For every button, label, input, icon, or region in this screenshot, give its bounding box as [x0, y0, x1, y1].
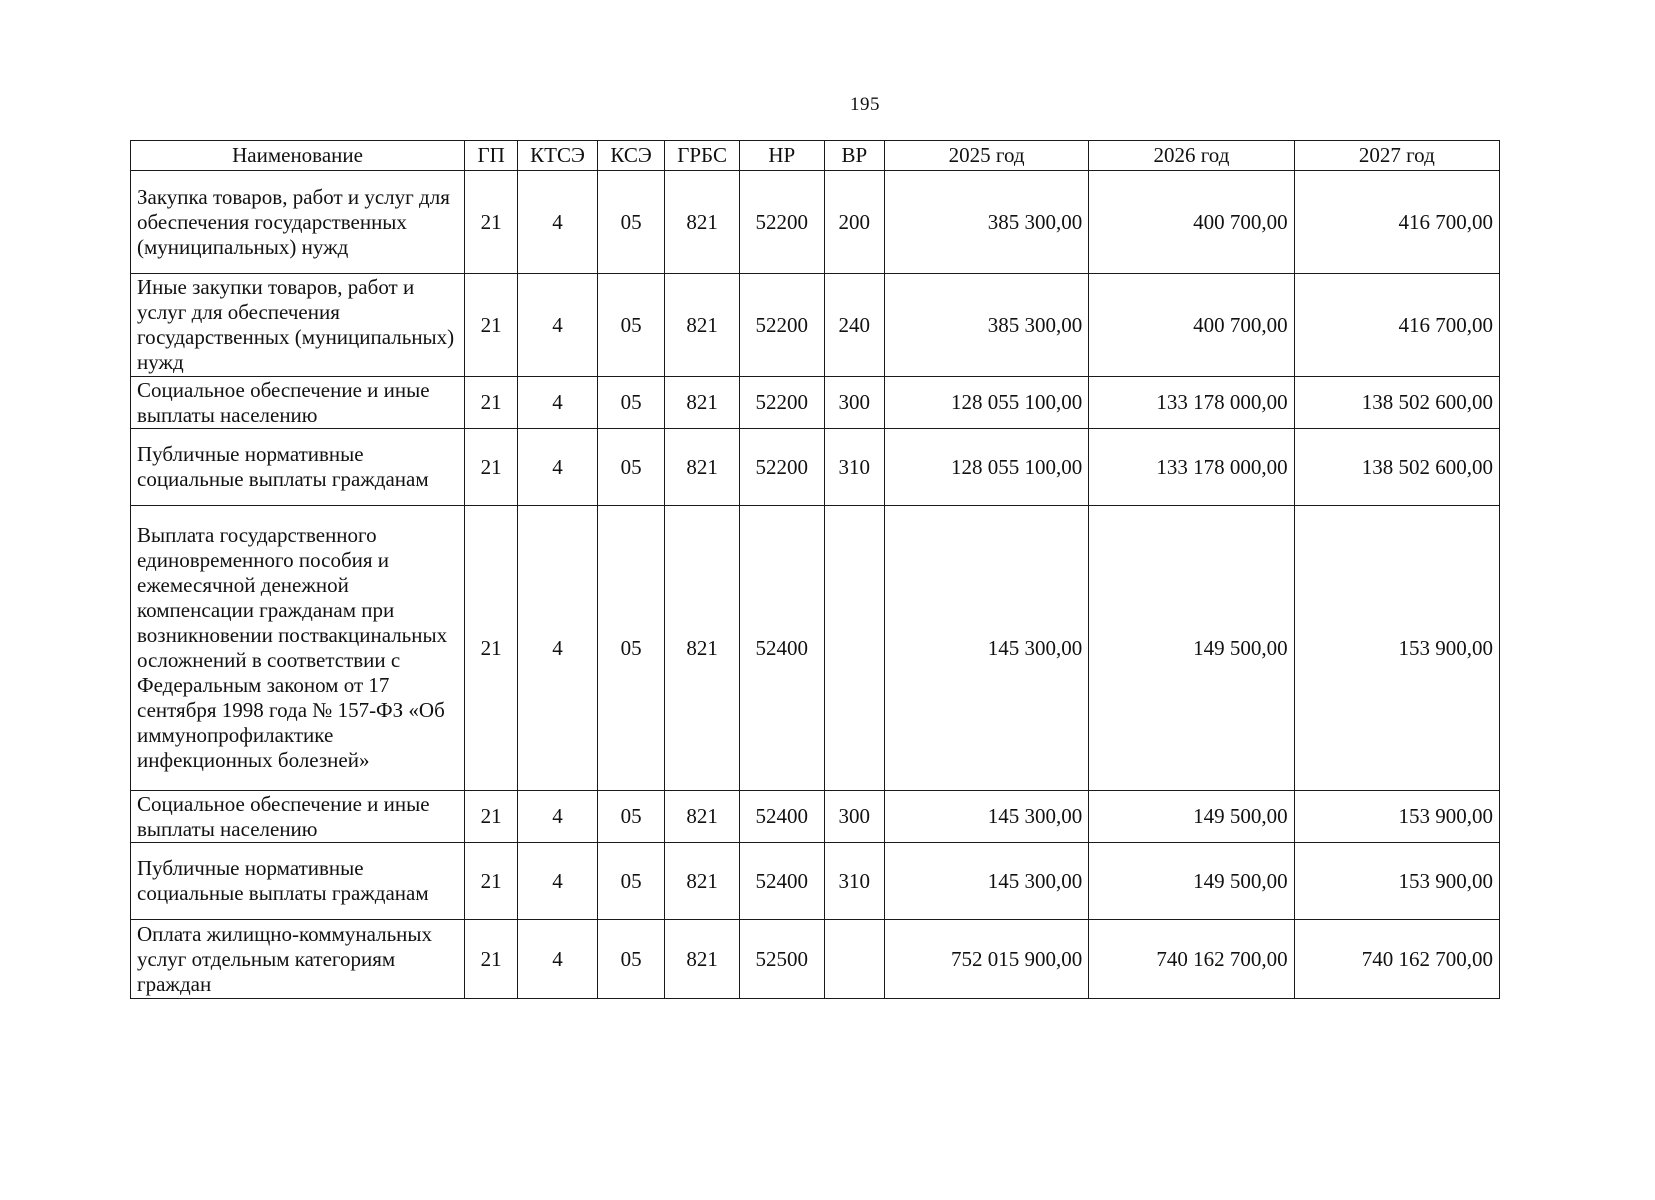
cell-ktse: 4: [518, 843, 598, 920]
cell-vr: [824, 920, 884, 999]
cell-name: Иные закупки товаров, работ и услуг для обеспечения государственных (муниципальных) нужд: [131, 274, 465, 377]
cell-gp: 21: [465, 843, 518, 920]
cell-2027: 416 700,00: [1294, 171, 1499, 274]
cell-name: Социальное обеспечение и иные выплаты населению: [131, 377, 465, 429]
cell-kse: 05: [597, 791, 664, 843]
cell-kse: 05: [597, 274, 664, 377]
cell-2027: 416 700,00: [1294, 274, 1499, 377]
header-name: Наименование: [131, 141, 465, 171]
cell-ktse: 4: [518, 171, 598, 274]
cell-vr: 310: [824, 843, 884, 920]
cell-nr: 52500: [739, 920, 824, 999]
cell-gp: 21: [465, 506, 518, 791]
cell-2027: 138 502 600,00: [1294, 377, 1499, 429]
cell-nr: 52200: [739, 377, 824, 429]
cell-name: Социальное обеспечение и иные выплаты населению: [131, 791, 465, 843]
cell-name: Закупка товаров, работ и услуг для обеспечения государственных (муниципальных) нужд: [131, 171, 465, 274]
cell-name: Оплата жилищно-коммунальных услуг отдельным категориям граждан: [131, 920, 465, 999]
cell-kse: 05: [597, 920, 664, 999]
header-2027: 2027 год: [1294, 141, 1499, 171]
cell-nr: 52400: [739, 506, 824, 791]
cell-nr: 52200: [739, 171, 824, 274]
cell-vr: 200: [824, 171, 884, 274]
header-2025: 2025 год: [884, 141, 1088, 171]
header-2026: 2026 год: [1089, 141, 1294, 171]
cell-kse: 05: [597, 377, 664, 429]
table-row: [131, 791, 1500, 843]
cell-2025: 385 300,00: [884, 274, 1088, 377]
header-gp: ГП: [465, 141, 518, 171]
cell-name: Публичные нормативные социальные выплаты гражданам: [131, 843, 465, 920]
cell-2025: 385 300,00: [884, 171, 1088, 274]
budget-table: [130, 140, 1500, 999]
header-ktse: КТСЭ: [518, 141, 598, 171]
header-row: [131, 141, 1500, 171]
table-row: [131, 274, 1500, 377]
cell-2027: 153 900,00: [1294, 791, 1499, 843]
cell-grbs: 821: [665, 171, 740, 274]
cell-vr: 240: [824, 274, 884, 377]
cell-gp: 21: [465, 920, 518, 999]
cell-kse: 05: [597, 171, 664, 274]
table-row: [131, 171, 1500, 274]
cell-2025: 128 055 100,00: [884, 377, 1088, 429]
header-vr: ВР: [824, 141, 884, 171]
cell-grbs: 821: [665, 429, 740, 506]
table-row: [131, 429, 1500, 506]
cell-grbs: 821: [665, 274, 740, 377]
cell-ktse: 4: [518, 429, 598, 506]
cell-gp: 21: [465, 171, 518, 274]
cell-2025: 145 300,00: [884, 791, 1088, 843]
cell-gp: 21: [465, 429, 518, 506]
header-nr: НР: [739, 141, 824, 171]
cell-2026: 149 500,00: [1089, 791, 1294, 843]
cell-nr: 52400: [739, 843, 824, 920]
cell-2026: 400 700,00: [1089, 274, 1294, 377]
cell-kse: 05: [597, 506, 664, 791]
cell-nr: 52200: [739, 429, 824, 506]
cell-nr: 52200: [739, 274, 824, 377]
cell-ktse: 4: [518, 920, 598, 999]
cell-nr: 52400: [739, 791, 824, 843]
table-row: [131, 920, 1500, 999]
cell-gp: 21: [465, 377, 518, 429]
cell-2027: 153 900,00: [1294, 506, 1499, 791]
page-number: 195: [850, 94, 880, 115]
cell-2027: 740 162 700,00: [1294, 920, 1499, 999]
cell-2025: 145 300,00: [884, 506, 1088, 791]
cell-2025: 752 015 900,00: [884, 920, 1088, 999]
cell-gp: 21: [465, 791, 518, 843]
cell-kse: 05: [597, 429, 664, 506]
table-row: [131, 843, 1500, 920]
table-row: [131, 377, 1500, 429]
cell-2025: 128 055 100,00: [884, 429, 1088, 506]
cell-grbs: 821: [665, 377, 740, 429]
cell-2025: 145 300,00: [884, 843, 1088, 920]
cell-grbs: 821: [665, 791, 740, 843]
cell-grbs: 821: [665, 920, 740, 999]
cell-2026: 740 162 700,00: [1089, 920, 1294, 999]
header-kse: КСЭ: [597, 141, 664, 171]
cell-2027: 138 502 600,00: [1294, 429, 1499, 506]
cell-2026: 133 178 000,00: [1089, 429, 1294, 506]
cell-2026: 149 500,00: [1089, 843, 1294, 920]
cell-ktse: 4: [518, 274, 598, 377]
cell-2027: 153 900,00: [1294, 843, 1499, 920]
cell-2026: 133 178 000,00: [1089, 377, 1294, 429]
cell-name: Публичные нормативные социальные выплаты гражданам: [131, 429, 465, 506]
cell-ktse: 4: [518, 791, 598, 843]
cell-grbs: 821: [665, 843, 740, 920]
cell-2026: 400 700,00: [1089, 171, 1294, 274]
cell-vr: 300: [824, 377, 884, 429]
cell-gp: 21: [465, 274, 518, 377]
cell-ktse: 4: [518, 377, 598, 429]
cell-2026: 149 500,00: [1089, 506, 1294, 791]
cell-vr: 310: [824, 429, 884, 506]
cell-vr: [824, 506, 884, 791]
cell-vr: 300: [824, 791, 884, 843]
table-row: [131, 506, 1500, 791]
header-grbs: ГРБС: [665, 141, 740, 171]
cell-grbs: 821: [665, 506, 740, 791]
cell-name: Выплата государственного единовременного пособия и ежемесячной денежной компенсации гражданам при возникновении поствакцинальных осложнений в соответствии с Федеральным законом от 17 сентября 1998 года № 157-ФЗ «Об иммунопрофилактике инфекционных болезней»: [131, 506, 465, 791]
cell-ktse: 4: [518, 506, 598, 791]
cell-kse: 05: [597, 843, 664, 920]
